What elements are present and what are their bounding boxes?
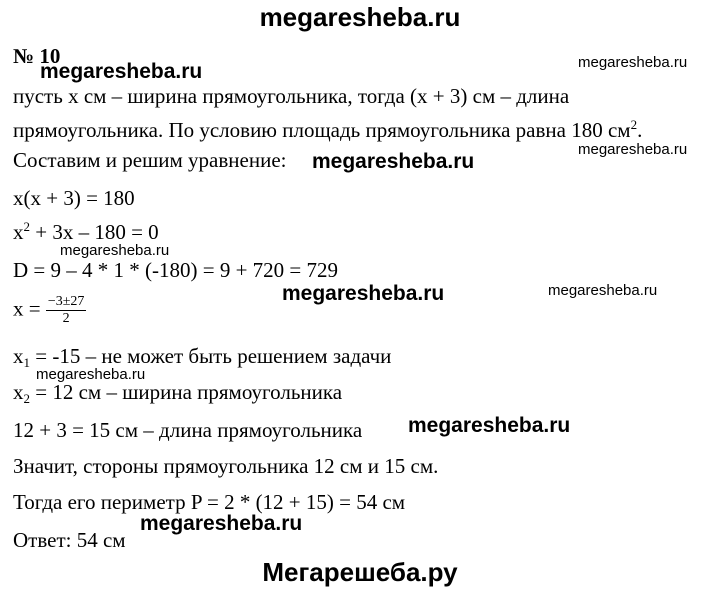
- solution-line-2: [13, 118, 642, 143]
- site-footer: Мегарешеба.ру: [262, 557, 458, 587]
- watermark: megaresheba.ru: [282, 282, 445, 305]
- watermark: megaresheba.ru: [140, 512, 303, 535]
- line-2-text: прямоугольника. По условию площадь прямоугольника равна 180 см: [13, 118, 631, 142]
- root-1-index: 1: [23, 355, 30, 370]
- root-2-var: x: [13, 380, 24, 404]
- equation-1: x(x + 3) = 180: [13, 186, 135, 210]
- watermark: megaresheba.ru: [548, 282, 658, 299]
- root-1-line: [13, 344, 391, 369]
- eq2-rest: + 3x – 180 = 0: [30, 220, 159, 244]
- line-2-end: .: [637, 118, 643, 142]
- eq2-var: x: [13, 220, 24, 244]
- root-1-text: = -15 – не может быть решением задачи: [30, 344, 392, 368]
- root-2-index: 2: [23, 391, 30, 406]
- watermark: megaresheba.ru: [578, 141, 688, 158]
- problem-number: № 10: [13, 44, 61, 68]
- answer-line: Ответ: 54 см: [13, 528, 126, 552]
- watermark: megaresheba.ru: [578, 54, 688, 71]
- length-line: 12 + 3 = 15 см – длина прямоугольника: [13, 418, 363, 442]
- line-2-superscript: 2: [630, 117, 638, 132]
- roots-formula-prefix: x =: [13, 296, 46, 321]
- root-1-var: x: [13, 344, 24, 368]
- watermark: megaresheba.ru: [36, 366, 146, 383]
- perimeter-line: Тогда его периметр P = 2 * (12 + 15) = 54 см: [13, 490, 406, 514]
- fraction-denominator: 2: [62, 311, 70, 326]
- root-2-text: = 12 см – ширина прямоугольника: [30, 380, 343, 404]
- watermark: megaresheba.ru: [40, 60, 203, 83]
- sides-line: Значит, стороны прямоугольника 12 см и 15 см.: [13, 454, 439, 478]
- root-2-line: [13, 380, 342, 405]
- fraction: [46, 294, 87, 327]
- roots-formula: [13, 294, 86, 327]
- fraction-numerator: −3±27: [47, 294, 85, 309]
- watermark: megaresheba.ru: [60, 242, 170, 259]
- solution-line-1: пусть x см – ширина прямоугольника, тогда (x + 3) см – длина: [13, 84, 570, 108]
- site-header: megaresheba.ru: [259, 2, 461, 32]
- solution-line-3: Составим и решим уравнение:: [13, 148, 287, 172]
- discriminant-line: D = 9 – 4 * 1 * (-180) = 9 + 720 = 729: [13, 258, 339, 282]
- eq2-power: 2: [23, 219, 30, 234]
- watermark: megaresheba.ru: [408, 414, 571, 437]
- equation-2: [13, 220, 159, 245]
- watermark: megaresheba.ru: [312, 150, 475, 173]
